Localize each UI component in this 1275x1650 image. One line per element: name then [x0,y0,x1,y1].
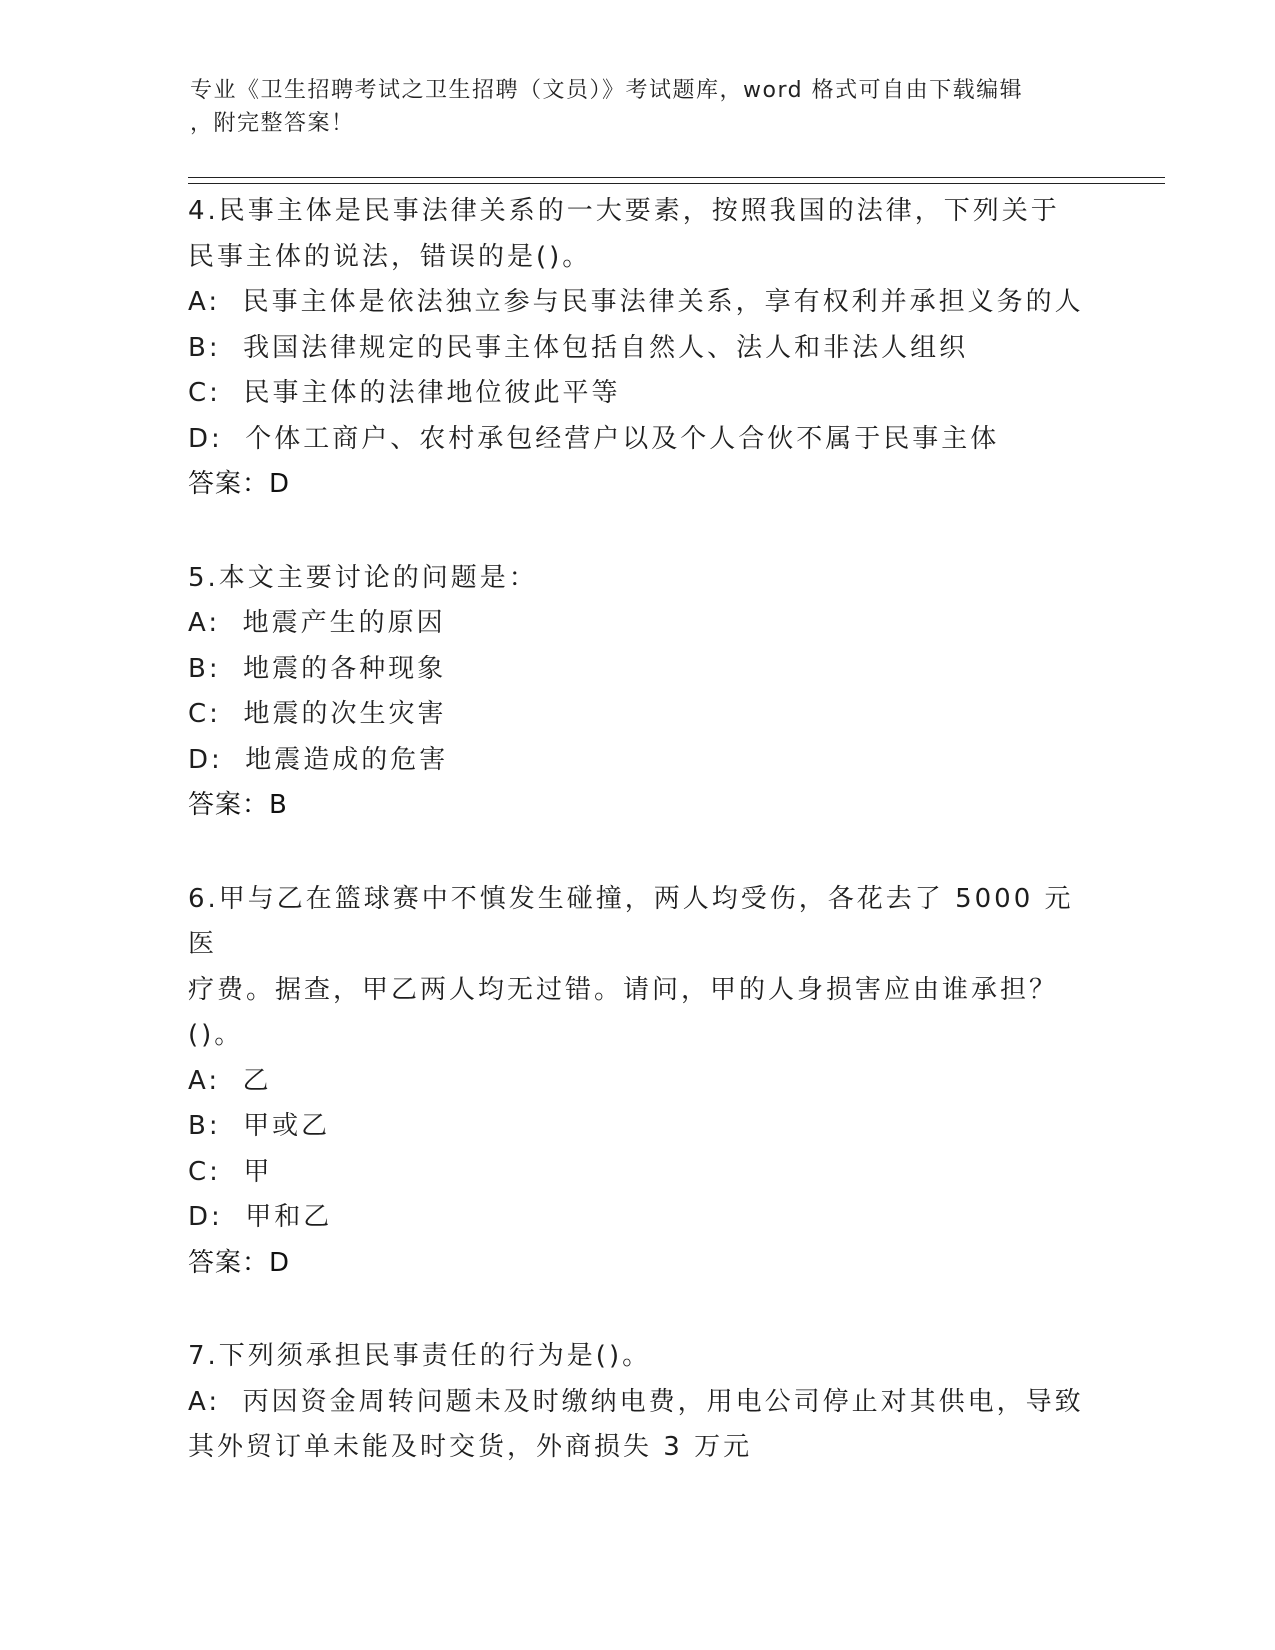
answer: 答案：D [188,1247,291,1278]
question-stem-line: 6.甲与乙在篮球赛中不慎发生碰撞，两人均受伤，各花去了 5000 元医 [188,883,1074,959]
answer: 答案：B [188,790,288,820]
question-7 [188,1334,1088,1471]
option-c: C: 甲 [188,1156,273,1187]
document-header [190,74,1090,140]
option-a-continuation: 其外贸订单未能及时交货，外商损失 3 万元 [188,1432,753,1462]
option-d: D: 个体工商户、农村承包经营户以及个人合伙不属于民事主体 [188,423,1000,454]
answer: 答案：D [188,469,291,499]
option-a: A: 乙 [188,1065,272,1096]
header-divider-bottom [188,183,1165,184]
header-line-1: 专业《卫生招聘考试之卫生招聘（文员）》考试题库，word 格式可自由下载编辑 [190,78,1024,103]
header-divider-top [188,177,1165,178]
header-line-2: ，附完整答案！ [190,111,355,136]
option-d: D: 地震造成的危害 [188,744,449,775]
option-a: A: 民事主体是依法独立参与民事法律关系，享有权利并承担义务的人 [188,287,1084,317]
question-list [188,189,1088,1519]
option-a: A: 丙因资金周转问题未及时缴纳电费，用电公司停止对其供电，导致 [188,1386,1084,1417]
option-b: B: 甲或乙 [188,1111,331,1141]
question-5 [188,556,1088,829]
option-a: A: 地震产生的原因 [188,608,446,638]
option-b: B: 地震的各种现象 [188,653,447,684]
question-4 [188,189,1088,508]
question-stem-line: 7.下列须承担民事责任的行为是()。 [188,1341,652,1371]
question-stem-line: 疗费。据查，甲乙两人均无过错。请问，甲的人身损害应由谁承担？ [188,974,1059,1005]
question-stem-line: ()。 [188,1020,244,1050]
question-stem-line: 民事主体的说法，错误的是()。 [188,241,592,272]
question-stem-line: 4.民事主体是民事法律关系的一大要素，按照我国的法律，下列关于 [188,196,1060,226]
option-b: B: 我国法律规定的民事主体包括自然人、法人和非法人组织 [188,332,969,363]
question-6 [188,877,1088,1287]
option-c: C: 地震的次生灾害 [188,699,447,729]
question-stem-line: 5.本文主要讨论的问题是： [188,562,538,593]
option-c: C: 民事主体的法律地位彼此平等 [188,378,621,408]
option-d: D: 甲和乙 [188,1202,333,1232]
